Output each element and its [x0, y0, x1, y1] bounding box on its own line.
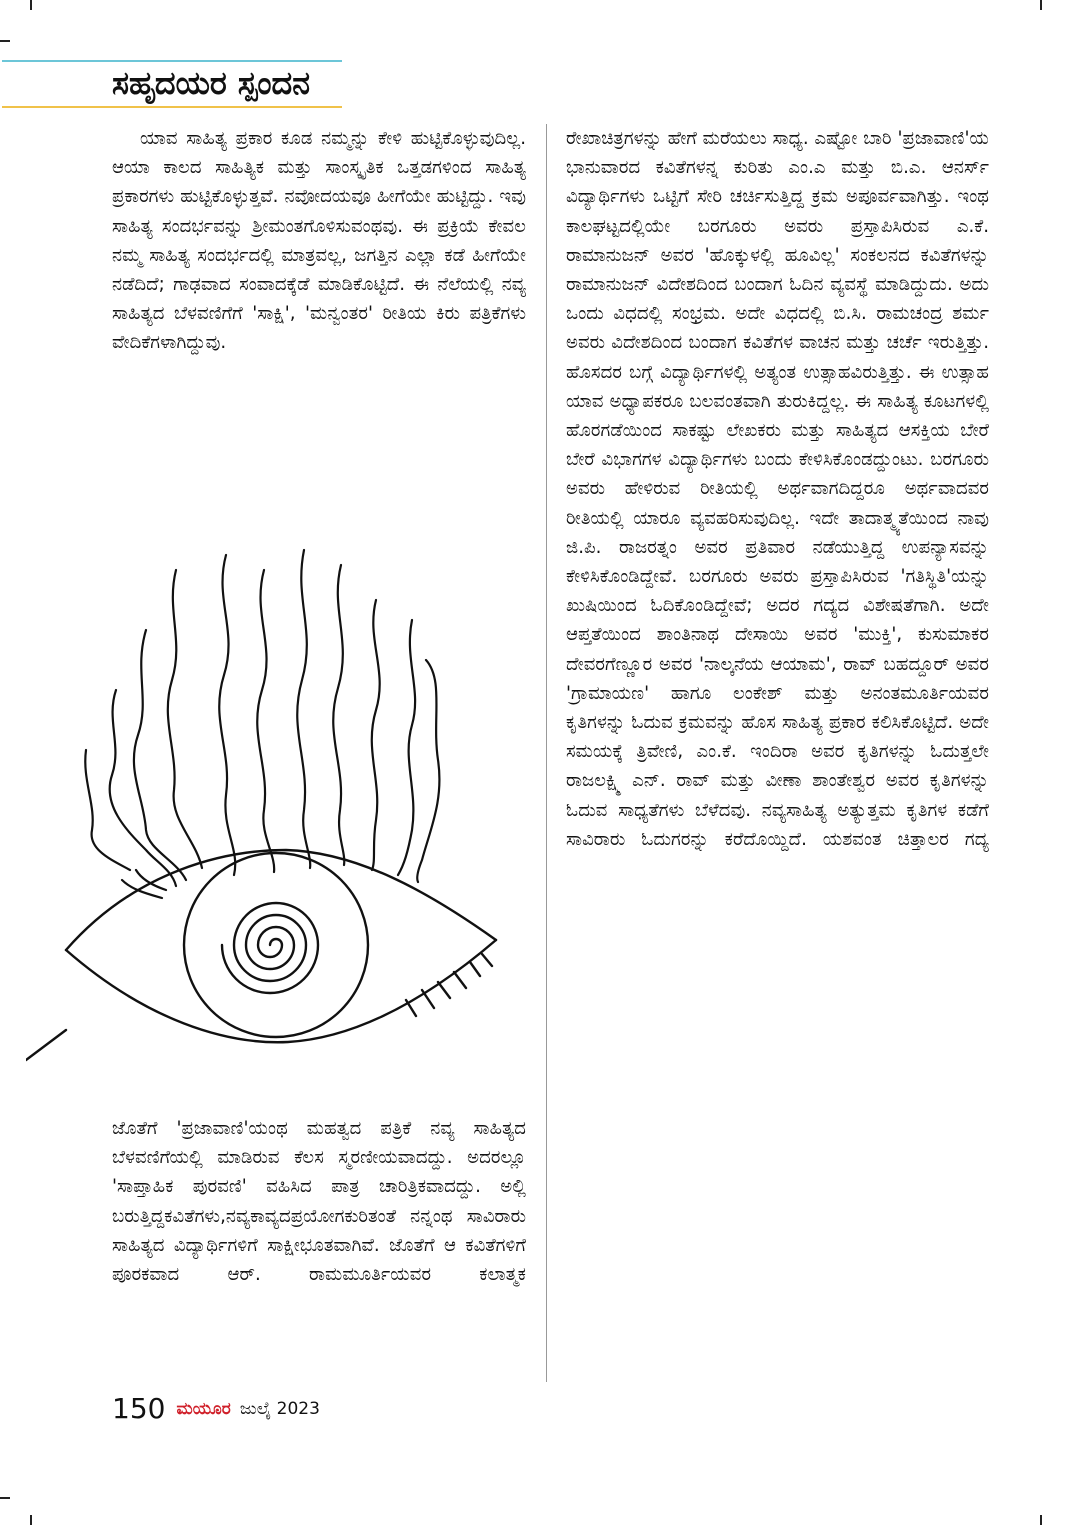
section-title: ಸಹೃದಯರ ಸ್ಪಂದನ [112, 64, 311, 102]
issue-date: ಜುಲೈ 2023 [239, 1398, 320, 1419]
article-column-left-bottom [112, 1114, 526, 1289]
page-footer [112, 1392, 320, 1428]
crop-mark [0, 1497, 10, 1499]
magazine-logo: ಮಯೂರ [176, 1398, 231, 1419]
crop-mark [1040, 1515, 1042, 1525]
crop-mark [1040, 0, 1042, 10]
article-column-right [566, 124, 989, 854]
crop-mark [30, 0, 32, 10]
crop-mark [30, 1515, 32, 1525]
page-number: 150 [112, 1392, 166, 1425]
crop-mark [0, 40, 10, 42]
column-divider [546, 124, 547, 1382]
article-column-left-top [112, 124, 526, 358]
eye-with-rays-icon [26, 530, 532, 1070]
article-paragraph: ಜೊತೆಗೆ 'ಪ್ರಜಾವಾಣಿ'ಯಂಥ ಮಹತ್ವದ ಪತ್ರಿಕೆ ನವ್ಯ ಸಾಹಿತ್ಯದ ಬೆಳವಣಿಗೆಯಲ್ಲಿ ಮಾಡಿರುವ ಕೆಲಸ ಸ್ಮರಣೀಯವಾದದ್ದು. ಅದರಲ್ಲೂ 'ಸಾಪ್ತಾಹಿಕ ಪುರವಣಿ' ವಹಿಸಿದ ಪಾತ್ರ ಚಾರಿತ್ರಿಕವಾದದ್ದು. ಅಲ್ಲಿ ಬರುತ್ತಿದ್ದಕವಿತೆಗಳು,ನವ್ಯಕಾವ್ಯದಪ್ರಯೋಗಕುರಿತಂತೆ ನನ್ನಂಥ ಸಾವಿರಾರು ಸಾಹಿತ್ಯದ ವಿದ್ಯಾರ್ಥಿಗಳಿಗೆ ಸಾಕ್ಷೀಭೂತವಾಗಿವೆ. ಜೊತೆಗೆ ಆ ಕವಿತೆಗಳಿಗೆ ಪೂರಕವಾದ ಆರ್. ರಾಮಮೂರ್ತಿಯವರ ಕಲಾತ್ಮಕ [112, 1118, 526, 1286]
article-paragraph: ಯಾವ ಸಾಹಿತ್ಯ ಪ್ರಕಾರ ಕೂಡ ನಮ್ಮನ್ನು ಕೇಳಿ ಹುಟ್ಟಿಕೊಳ್ಳುವುದಿಲ್ಲ. ಆಯಾ ಕಾಲದ ಸಾಹಿತ್ಯಿಕ ಮತ್ತು ಸಾಂಸ್ಕೃತಿಕ ಒತ್ತಡಗಳಿಂದ ಸಾಹಿತ್ಯ ಪ್ರಕಾರಗಳು ಹುಟ್ಟಿಕೊಳ್ಳುತ್ತವೆ. ನವೋದಯವೂ ಹೀಗೆಯೇ ಹುಟ್ಟಿದ್ದು. ಇವು ಸಾಹಿತ್ಯ ಸಂದರ್ಭವನ್ನು ಶ್ರೀಮಂತಗೊಳಿಸುವಂಥವು. ಈ ಪ್ರಕ್ರಿಯೆ ಕೇವಲ ನಮ್ಮ ಸಾಹಿತ್ಯ ಸಂದರ್ಭದಲ್ಲಿ ಮಾತ್ರವಲ್ಲ, ಜಗತ್ತಿನ ಎಲ್ಲಾ ಕಡೆ ಹೀಗೆಯೇ ನಡೆದಿದೆ; ಗಾಢವಾದ ಸಂವಾದಕ್ಕೆಡೆ ಮಾಡಿಕೊಟ್ಟಿದೆ. ಈ ನೆಲೆಯಲ್ಲಿ ನವ್ಯ ಸಾಹಿತ್ಯದ ಬೆಳವಣಿಗೆಗೆ 'ಸಾಕ್ಷಿ', 'ಮನ್ವಂತರ' ರೀತಿಯ ಕಿರು ಪತ್ರಿಕೆಗಳು ವೇದಿಕೆಗಳಾಗಿದ್ದುವು. [112, 128, 526, 354]
header-rule-bottom [2, 106, 342, 108]
article-paragraph: ರೇಖಾಚಿತ್ರಗಳನ್ನು ಹೇಗೆ ಮರೆಯಲು ಸಾಧ್ಯ. ಎಷ್ಟೋ ಬಾರಿ 'ಪ್ರಜಾವಾಣಿ'ಯ ಭಾನುವಾರದ ಕವಿತೆಗಳನ್ನ ಕುರಿತು ಎಂ.ಎ ಮತ್ತು ಬಿ.ಎ. ಆನರ್ಸ್ ವಿದ್ಯಾರ್ಥಿಗಳು ಒಟ್ಟಿಗೆ ಸೇರಿ ಚರ್ಚಿಸುತ್ತಿದ್ದ ಕ್ರಮ ಅಪೂರ್ವವಾಗಿತ್ತು. ಇಂಥ ಕಾಲಘಟ್ಟದಲ್ಲಿಯೇ ಬರಗೂರು ಅವರು ಪ್ರಸ್ತಾಪಿಸಿರುವ ಎ.ಕೆ. ರಾಮಾನುಜನ್ ಅವರ 'ಹೊಕ್ಕುಳಲ್ಲಿ ಹೂವಿಲ್ಲ' ಸಂಕಲನದ ಕವಿತೆಗಳನ್ನು ರಾಮಾನುಜನ್ ವಿದೇಶದಿಂದ ಬಂದಾಗ ಓದಿನ ವ್ಯವಸ್ಥೆ ಮಾಡಿದ್ದುದು. ಅದು ಒಂದು ವಿಧದಲ್ಲಿ ಸಂಭ್ರಮ. ಅದೇ ವಿಧದಲ್ಲಿ ಬಿ.ಸಿ. ರಾಮಚಂದ್ರ ಶರ್ಮ ಅವರು ವಿದೇಶದಿಂದ ಬಂದಾಗ ಕವಿತೆಗಳ ವಾಚನ ಮತ್ತು ಚರ್ಚೆ ಇರುತ್ತಿತ್ತು. ಹೊಸದರ ಬಗ್ಗೆ ವಿದ್ಯಾರ್ಥಿಗಳಲ್ಲಿ ಅತ್ಯಂತ ಉತ್ಸಾಹವಿರುತ್ತಿತ್ತು. ಈ ಉತ್ಸಾಹ ಯಾವ ಅಧ್ಯಾಪಕರೂ ಬಲವಂತವಾಗಿ ತುರುಕಿದ್ದಲ್ಲ. ಈ ಸಾಹಿತ್ಯ ಕೂಟಗಳಲ್ಲಿ ಹೊರಗಡೆಯಿಂದ ಸಾಕಷ್ಟು ಲೇಖಕರು ಮತ್ತು ಸಾಹಿತ್ಯದ ಆಸಕ್ತಿಯ ಬೇರೆ ಬೇರೆ ವಿಭಾಗಗಳ ವಿದ್ಯಾರ್ಥಿಗಳು ಬಂದು ಕೇಳಿಸಿಕೊಂಡದ್ದುಂಟು. ಬರಗೂರು ಅವರು ಹೇಳಿರುವ ರೀತಿಯಲ್ಲಿ ಅರ್ಥವಾಗದಿದ್ದರೂ ಅರ್ಥವಾದವರ ರೀತಿಯಲ್ಲಿ ಯಾರೂ ವ್ಯವಹರಿಸುವುದಿಲ್ಲ. ಇದೇ ತಾದಾತ್ಮ್ಯತೆಯಿಂದ ನಾವು ಜಿ.ಪಿ. ರಾಜರತ್ನಂ ಅವರ ಪ್ರತಿವಾರ ನಡೆಯುತ್ತಿದ್ದ ಉಪನ್ಯಾಸವನ್ನು ಕೇಳಿಸಿಕೊಂಡಿದ್ದೇವೆ. ಬರಗೂರು ಅವರು ಪ್ರಸ್ತಾಪಿಸಿರುವ 'ಗತಿಸ್ಥಿತಿ'ಯನ್ನು ಖುಷಿಯಿಂದ ಓದಿಕೊಂಡಿದ್ದೇವೆ; ಅದರ ಗದ್ಯದ ವಿಶೇಷತೆಗಾಗಿ. ಅದೇ ಆಪ್ತತೆಯಿಂದ ಶಾಂತಿನಾಥ ದೇಸಾಯಿ ಅವರ 'ಮುಕ್ತಿ', ಕುಸುಮಾಕರ ದೇವರಗೆಣ್ಣೂರ ಅವರ 'ನಾಲ್ಕನೆಯ ಆಯಾಮ', ರಾವ್ ಬಹದ್ದೂರ್ ಅವರ 'ಗ್ರಾಮಾಯಣ' ಹಾಗೂ ಲಂಕೇಶ್ ಮತ್ತು ಅನಂತಮೂರ್ತಿಯವರ ಕೃತಿಗಳನ್ನು ಓದುವ ಕ್ರಮವನ್ನು ಹೊಸ ಸಾಹಿತ್ಯ ಪ್ರಕಾರ ಕಲಿಸಿಕೊಟ್ಟಿದೆ. ಅದೇ ಸಮಯಕ್ಕೆ ತ್ರಿವೇಣಿ, ಎಂ.ಕೆ. ಇಂದಿರಾ ಅವರ ಕೃತಿಗಳನ್ನು ಓದುತ್ತಲೇ ರಾಜಲಕ್ಷ್ಮಿ ಎನ್. ರಾವ್ ಮತ್ತು ವೀಣಾ ಶಾಂತೇಶ್ವರ ಅವರ ಕೃತಿಗಳನ್ನು ಓದುವ ಸಾಧ್ಯತೆಗಳು ಬೆಳೆದವು. ನವ್ಯಸಾಹಿತ್ಯ ಅತ್ಯುತ್ತಮ ಕೃತಿಗಳ ಕಡೆಗೆ ಸಾವಿರಾರು ಓದುಗರನ್ನು ಕರೆದೊಯ್ದಿದೆ. ಯಶವಂತ ಚಿತ್ತಾಲರ ಗದ್ಯ [566, 128, 989, 850]
